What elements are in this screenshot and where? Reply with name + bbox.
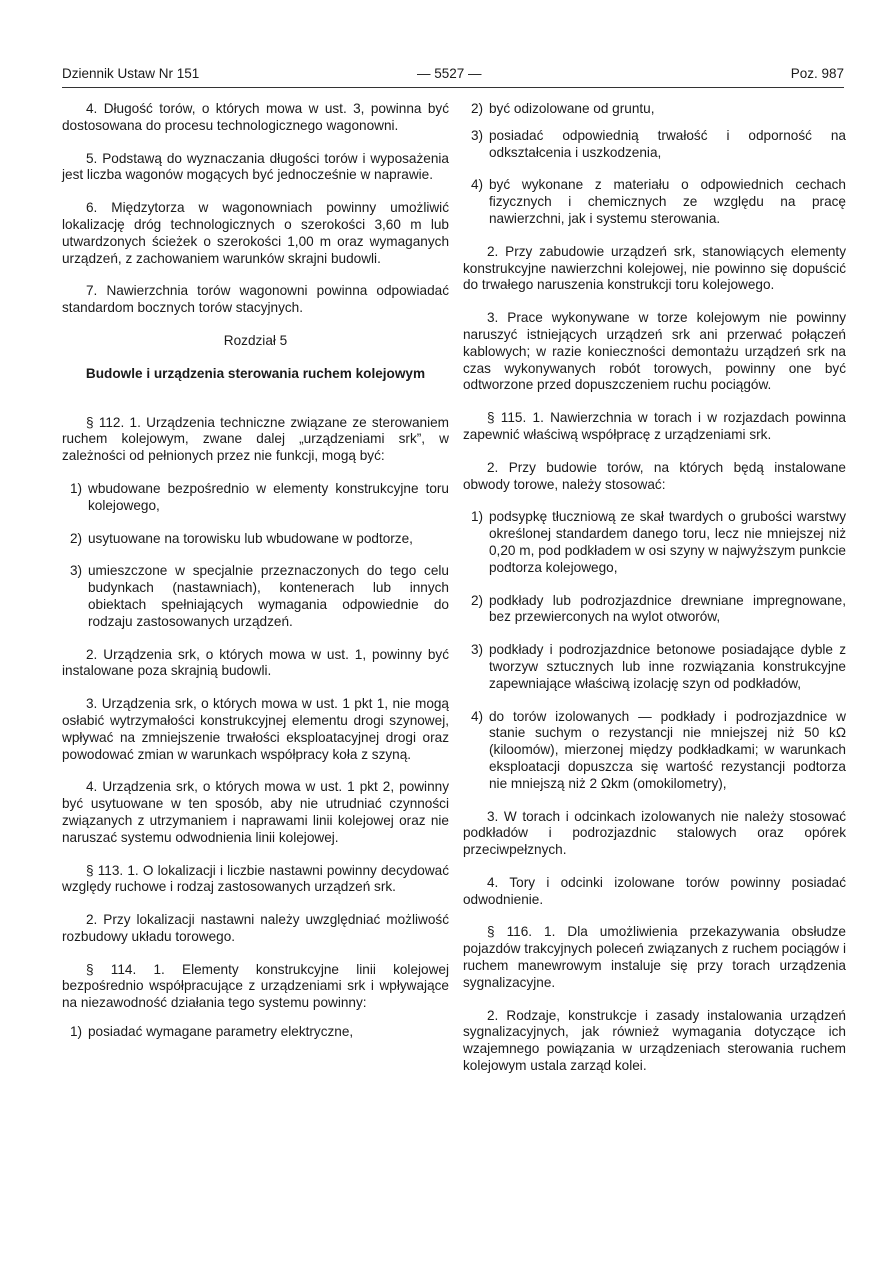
list-item: [463, 642, 846, 692]
section-115-4: 4. Tory i odcinki izolowane torów powinny posiadać odwodnienie.: [463, 874, 846, 907]
right-column: [463, 101, 846, 1091]
list-item-text: do torów izolowanych — podkłady i podrozjazdnice w stanie suchym o rezystancji nie mniejszej niż 50 kΩ (kiloomów), mierzonej między podkładkami; w warunkach eksploatacji dopuszcza się wartość rezystancji podtorza nie mniejszą niż 2 Ωkm (omokilometry),: [489, 708, 846, 791]
list-item-number: 3): [471, 127, 484, 143]
list-item: [463, 101, 846, 118]
header-rule: [62, 87, 844, 88]
section-116-1: § 116. 1. Dla umożliwienia przekazywania obsłudze pojazdów trakcyjnych poleceń związanych z ruchem pociągów i ruchem manewrowym instaluje się przy torach urządzenia sygnalizacyjne.: [463, 924, 846, 990]
list-item-number: 1): [471, 509, 484, 525]
list-item-number: 1): [70, 1024, 83, 1040]
list-item-text: być wykonane z materiału o odpowiednich cechach fizycznych i chemicznych ze względu na pracę nawierzchni, jak i systemu sterowania.: [489, 177, 846, 226]
section-114-2: 2. Przy zabudowie urządzeń srk, stanowiących elementy konstrukcyjne nawierzchni kolejowej, nie powinno się dopuścić do trwałego naruszenia konstrukcji toru kolejowego.: [463, 243, 846, 293]
section-115-3: 3. W torach i odcinkach izolowanych nie należy stosować podkładów i podrozjazdnic stalowych oraz opórek przeciwpełznych.: [463, 808, 846, 858]
list-item: [62, 531, 449, 548]
list-item-text: umieszczone w specjalnie przeznaczonych do tego celu budynkach (nastawniach), kontenerach lub innych obiektach spełniających wymagania odpowiednie do rodzaju zastosowanych urządzeń.: [88, 563, 449, 629]
section-112-4: 4. Urządzenia srk, o których mowa w ust. 1 pkt 2, powinny być usytuowane w ten sposób, aby nie utrudniać czynności związanych z utrzymaniem i naprawami linii kolejowej oraz nie naruszać systemu odwodnienia linii kolejowej.: [62, 779, 449, 845]
list-item: [62, 563, 449, 630]
section-112-3: 3. Urządzenia srk, o których mowa w ust. 1 pkt 1, nie mogą osłabić wytrzymałości konstrukcyjnej elementu drogi szynowej, wpływać na zmniejszenie trwałości eksploatacyjnej drogi oraz powodować zmian w warunkach współpracy koła z szyną.: [62, 696, 449, 762]
list-item-number: 4): [471, 708, 484, 724]
list-item-text: podsypkę tłuczniową ze skał twardych o grubości warstwy określonej standardem danego toru, lecz nie mniejszej niż 0,20 m, pod podkładem w osi szyny w najwyższym punkcie podtorza kolejowego,: [489, 509, 846, 575]
list-item-text: podkłady i podrozjazdnice betonowe posiadające dyble z tworzyw sztucznych lub inne rozwiązania konstrukcyjne zapewniające właściwą izolację szyn od podkładów,: [489, 642, 846, 691]
list-item: [463, 593, 846, 627]
chapter-title: Budowle i urządzenia sterowania ruchem kolejowym: [85, 365, 426, 381]
list-item: [463, 128, 846, 162]
left-column: [62, 101, 449, 1041]
section-113-1: § 113. 1. O lokalizacji i liczbie nastawni powinny decydować względy ruchowe i rodzaj zastosowanych urządzeń srk.: [62, 862, 449, 895]
list-item-text: być odizolowane od gruntu,: [489, 101, 655, 116]
section-113-2: 2. Przy lokalizacji nastawni należy uwzględniać możliwość rozbudowy układu torowego.: [62, 912, 449, 944]
list-item-text: usytuowane na torowisku lub wbudowane w podtorze,: [88, 530, 413, 546]
list-item-number: 4): [471, 177, 484, 193]
list-item-number: 3): [70, 563, 83, 579]
paragraph-7: 7. Nawierzchnia torów wagonowni powinna odpowiadać standardom bocznych torów stacyjnych.: [62, 283, 449, 316]
list-item-number: 2): [70, 530, 83, 546]
section-115-1: § 115. 1. Nawierzchnia w torach i w rozjazdach powinna zapewnić właściwą współpracę z urządzeniami srk.: [463, 410, 846, 442]
list-item: [62, 1024, 449, 1041]
list-item-number: 1): [70, 480, 83, 496]
section-116-2: 2. Rodzaje, konstrukcje i zasady instalowania urządzeń sygnalizacyjnych, jak również wymagania dotyczące ich wzajemnego powiązania w urządzeniach sterowania ruchem kolejowym ustala zarząd kolei.: [463, 1007, 846, 1074]
list-item-text: posiadać odpowiednią trwałość i odporność na odkształcenia i uszkodzenia,: [489, 127, 846, 160]
section-112-2: 2. Urządzenia srk, o których mowa w ust. 1, powinny być instalowane poza skrajnią budowli.: [62, 646, 449, 679]
list-item-number: 3): [471, 642, 484, 658]
section-114-3: 3. Prace wykonywane w torze kolejowym nie powinny naruszyć istniejących urządzeń srk ani przerwać połączeń kablowych; w razie konieczności demontażu urządzeń srk na czas wykonywanych robót torowych, powinny one być odtworzone przed dopuszczeniem ruchu pociągów.: [463, 310, 846, 393]
list-item: [463, 509, 846, 576]
paragraph-6: 6. Międzytorza w wagonowniach powinny umożliwić lokalizację dróg technologicznych o szerokości 3,60 m lub utwardzonych ścieżek o szerokości 1,00 m oraz wymaganych urządzeń, z zachowaniem warunków skrajni budowli.: [62, 200, 449, 266]
list-item: [463, 177, 846, 227]
list-item: [463, 709, 846, 793]
list-item: [62, 481, 449, 515]
section-114-1: § 114. 1. Elementy konstrukcyjne linii kolejowej bezpośrednio współpracujące z urządzeniami srk i wpływające na niezawodność działania tego systemu powinny:: [62, 961, 449, 1011]
journal-title: Dziennik Ustaw Nr 151: [62, 66, 200, 81]
chapter-number: Rozdział 5: [223, 332, 288, 348]
paragraph-5: 5. Podstawą do wyznaczania długości torów i wyposażenia jest liczba wagonów mogących być jednocześnie w naprawie.: [62, 150, 449, 183]
page-number: — 5527 —: [417, 66, 482, 81]
section-115-2: 2. Przy budowie torów, na których będą instalowane obwody torowe, należy stosować:: [463, 459, 846, 492]
section-112-1: § 112. 1. Urządzenia techniczne związane ze sterowaniem ruchem kolejowym, zwane dalej „urządzeniami srk”, w zależności od pełnionych przez nie funkcji, mogą być:: [62, 414, 449, 464]
position-number: Poz. 987: [790, 66, 844, 81]
list-item-text: wbudowane bezpośrednio w elementy konstrukcyjne toru kolejowego,: [88, 480, 449, 513]
list-item-text: podkłady lub podrozjazdnice drewniane impregnowane, bez przewierconych na wylot otworów,: [489, 592, 846, 625]
page-header: [62, 66, 844, 86]
list-item-number: 2): [471, 101, 484, 116]
list-item-number: 2): [471, 592, 484, 608]
list-item-text: posiadać wymagane parametry elektryczne,: [88, 1024, 354, 1040]
paragraph-4: 4. Długość torów, o których mowa w ust. 3, powinna być dostosowana do procesu technologicznego wagonowni.: [62, 101, 449, 133]
